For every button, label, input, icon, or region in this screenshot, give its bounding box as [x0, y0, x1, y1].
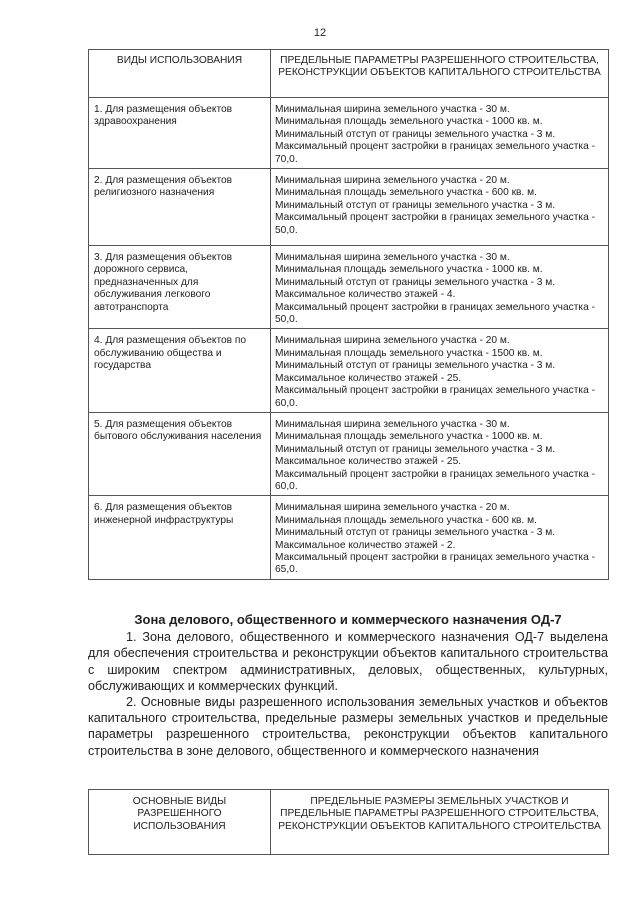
usage-type-cell: 1. Для размещения объектов здравоохранения — [89, 98, 271, 169]
section-title: Зона делового, общественного и коммерческого назначения ОД-7 — [134, 612, 562, 627]
header-usage-types: ВИДЫ ИСПОЛЬЗОВАНИЯ — [89, 50, 271, 98]
parameter-line: Максимальный процент застройки в границах земельного участка - 60,0. — [275, 385, 595, 409]
usage-type-cell: 6. Для размещения объектов инженерной инфраструктуры — [89, 496, 271, 579]
parameter-line: Минимальная ширина земельного участка - 20 м. — [275, 502, 510, 514]
parameters-cell — [271, 496, 609, 579]
usage-type-cell: 2. Для размещения объектов религиозного назначения — [89, 169, 271, 246]
parameter-line: Минимальная ширина земельного участка - 30 м. — [275, 252, 510, 264]
header-size-and-parameters: ПРЕДЕЛЬНЫЕ РАЗМЕРЫ ЗЕМЕЛЬНЫХ УЧАСТКОВ И ПРЕДЕЛЬНЫЕ ПАРАМЕТРЫ РАЗРЕШЕННОГО СТРОИТЕЛЬСТВА, РЕКОНСТРУКЦИИ ОБЪЕКТОВ КАПИТАЛЬНОГО СТРОИТЕЛЬСТВА — [271, 790, 609, 855]
parameter-line: Максимальное количество этажей - 4. — [275, 289, 456, 301]
table-row — [89, 329, 609, 412]
table-row — [89, 496, 609, 579]
parameter-line: Минимальная площадь земельного участка - 1000 кв. м. — [275, 431, 543, 443]
header-main-usage-types: ОСНОВНЫЕ ВИДЫ РАЗРЕШЕННОГО ИСПОЛЬЗОВАНИЯ — [89, 790, 271, 855]
parameters-cell — [271, 98, 609, 169]
parameter-line: Максимальное количество этажей - 25. — [275, 372, 462, 384]
table-row — [89, 98, 609, 169]
parameter-line: Максимальный процент застройки в границах земельного участка - 65,0. — [275, 551, 595, 576]
main-usage-types-table — [88, 789, 609, 855]
parameter-line: Минимальная ширина земельного участка - 30 м. — [275, 104, 510, 115]
parameter-line: Максимальный процент застройки в границах земельного участка - 60,0. — [275, 468, 595, 492]
parameter-line: Минимальный отступ от границы земельного участка - 3 м. — [275, 199, 556, 211]
zone-od7-section — [88, 612, 608, 759]
table-header-row — [89, 50, 609, 98]
parameter-line: Максимальное количество этажей - 25. — [275, 456, 462, 468]
table-row — [89, 246, 609, 329]
page-number: 12 — [313, 27, 327, 39]
parameter-line: Минимальная ширина земельного участка - 20 м. — [275, 175, 510, 187]
usage-type-cell: 4. Для размещения объектов по обслуживанию общества и государства — [89, 329, 271, 412]
parameter-line: Минимальная ширина земельного участка - 30 м. — [275, 418, 510, 430]
parameter-line: Минимальный отступ от границы земельного участка - 3 м. — [275, 276, 556, 288]
parameters-cell — [271, 329, 609, 412]
table-row — [89, 412, 609, 495]
table-header-row — [89, 790, 609, 855]
parameter-line: Минимальный отступ от границы земельного участка - 3 м. — [275, 527, 556, 539]
parameter-line: Минимальная площадь земельного участка - 1500 кв. м. — [275, 347, 543, 359]
parameter-line: Максимальный процент застройки в границах земельного участка - 50,0. — [275, 301, 595, 326]
parameter-line: Минимальная ширина земельного участка - 20 м. — [275, 335, 510, 347]
usage-type-cell: 3. Для размещения объектов дорожного сервиса, предназначенных для обслуживания легкового автотранспорта — [89, 246, 271, 329]
header-limit-parameters: ПРЕДЕЛЬНЫЕ ПАРАМЕТРЫ РАЗРЕШЕННОГО СТРОИТЕЛЬСТВА, РЕКОНСТРУКЦИИ ОБЪЕКТОВ КАПИТАЛЬНОГО СТРОИТЕЛЬСТВА — [271, 50, 609, 98]
section-paragraph-2: 2. Основные виды разрешенного использования земельных участков и объектов капитального строительства, предельные размеры земельных участков и предельные параметры разрешенного строительства, реконструкции объектов капитального строительства в зоне делового, общественного и коммерческого назначения — [88, 695, 608, 758]
parameter-line: Максимальный процент застройки в границах земельного участка - 50,0. — [275, 212, 595, 236]
parameter-line: Минимальный отступ от границы земельного участка - 3 м. — [275, 360, 556, 372]
parameter-line: Минимальная площадь земельного участка - 1000 кв. м. — [275, 264, 543, 276]
land-use-parameters-table — [88, 49, 609, 580]
parameter-line: Максимальное количество этажей - 2. — [275, 539, 456, 551]
parameter-line: Максимальный процент застройки в границах земельного участка - 70,0. — [275, 141, 595, 165]
parameter-line: Минимальный отступ от границы земельного участка - 3 м. — [275, 443, 556, 455]
parameter-line: Минимальный отступ от границы земельного участка - 3 м. — [275, 128, 556, 140]
table-row — [89, 169, 609, 246]
parameter-line: Минимальная площадь земельного участка - 600 кв. м. — [275, 187, 537, 199]
parameters-cell — [271, 246, 609, 329]
parameter-line: Минимальная площадь земельного участка - 1000 кв. м. — [275, 116, 543, 128]
parameters-cell — [271, 412, 609, 495]
section-paragraph-1: 1. Зона делового, общественного и коммерческого назначения ОД-7 выделена для обеспечения строительства и реконструкции объектов капитального строительства с широким спектром административных, деловых, общественных, культурных, обслуживающих и коммерческих функций. — [88, 630, 608, 693]
parameter-line: Минимальная площадь земельного участка - 600 кв. м. — [275, 514, 537, 526]
usage-type-cell: 5. Для размещения объектов бытового обслуживания населения — [89, 412, 271, 495]
parameters-cell — [271, 169, 609, 246]
